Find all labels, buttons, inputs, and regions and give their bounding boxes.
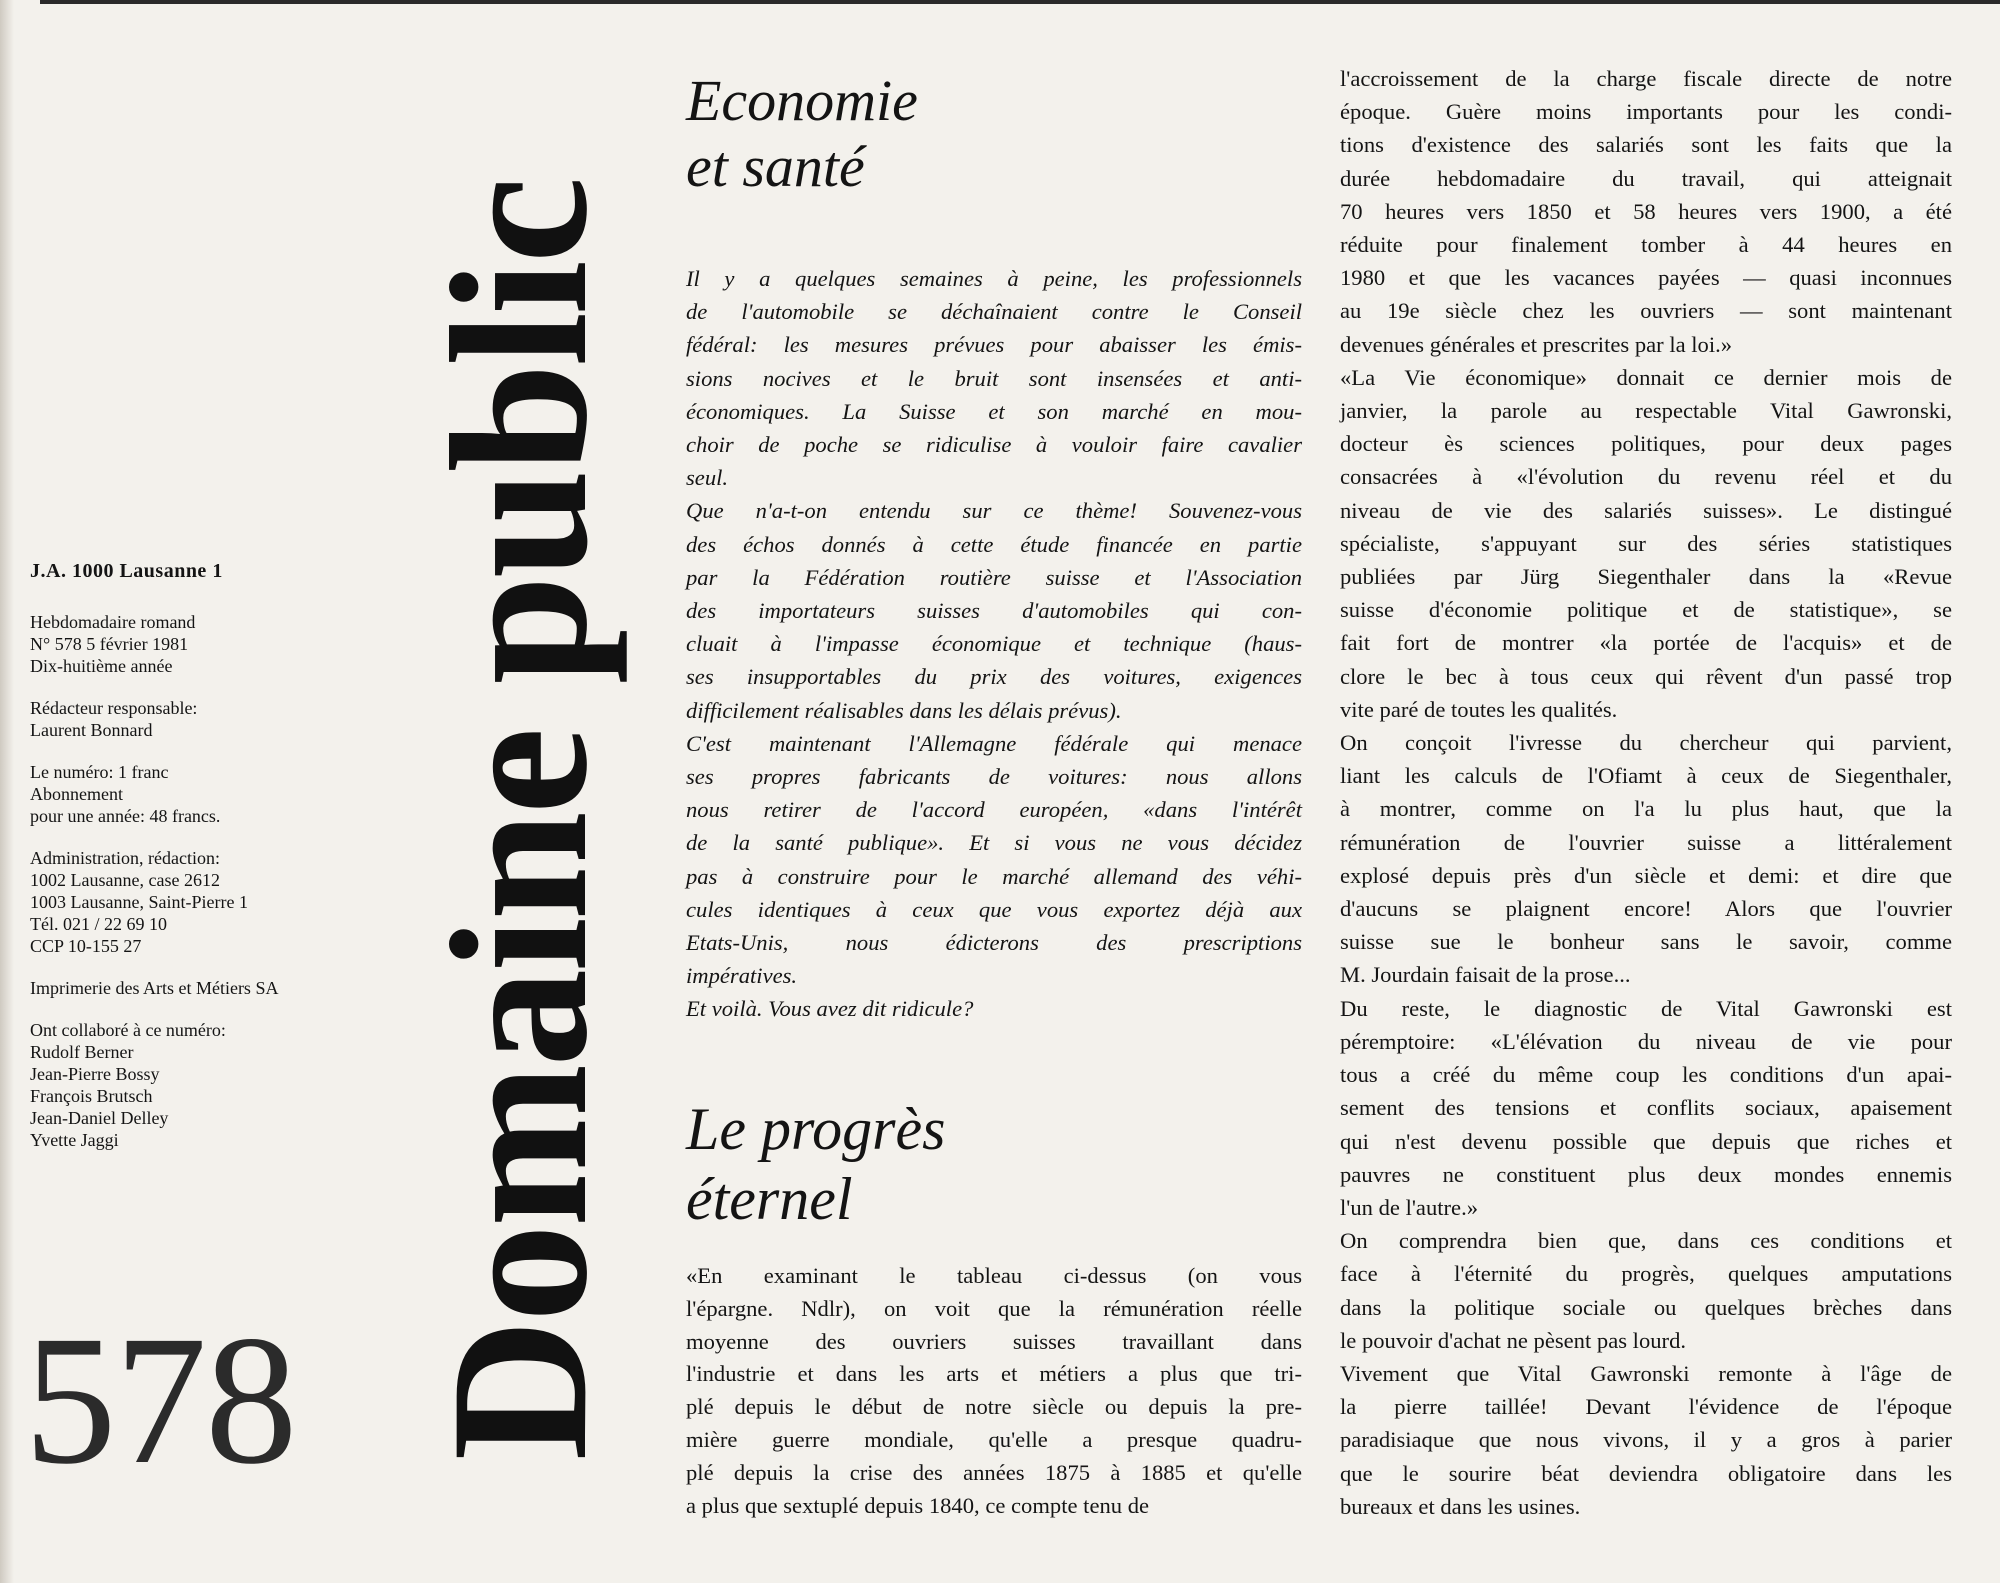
text-line: Et voilà. Vous avez dit ridicule? xyxy=(686,996,974,1022)
text-line: docteur ès sciences politiques, pour deux pages xyxy=(1340,431,1952,457)
text-line: suisse sue le bonheur sans le savoir, comme xyxy=(1340,929,1952,955)
text-line: difficilement réalisables dans les délais prévus). xyxy=(686,697,1122,723)
text-line: vite paré de toutes les qualités. xyxy=(1340,696,1618,722)
text-line: de la santé publique». Et si vous ne vous décidez xyxy=(686,830,1302,856)
text-line: «La Vie économique» donnait ce dernier mois de xyxy=(1340,364,1952,390)
text-line: liant les calculs de l'Ofiamt à ceux de Siegenthaler, xyxy=(1340,763,1952,789)
text-line: péremptoire: «L'élévation du niveau de vie pour xyxy=(1340,1028,1952,1054)
text-line: fédéral: les mesures prévues pour abaisser les émis- xyxy=(686,332,1302,358)
text-line: nous retirer de l'accord européen, «dans l'intérêt xyxy=(686,797,1302,823)
editor-info xyxy=(30,697,360,741)
text-line: Abonnement xyxy=(30,784,123,804)
masthead-title: Domaine public xyxy=(411,179,628,1461)
text-line: rémunération de l'ouvrier suisse a littéralement xyxy=(1340,829,1952,855)
text-line: de l'automobile se déchaînaient contre le Conseil xyxy=(686,299,1302,325)
text-line: la pierre taillée! Devant l'évidence de l'époque xyxy=(1340,1394,1952,1420)
text-line: Economie xyxy=(686,68,918,133)
text-line: explosé depuis près d'un siècle et demi: et dire que xyxy=(1340,862,1952,888)
text-line: que le sourire béat deviendra obligatoire dans les xyxy=(1340,1460,1952,1486)
text-line: a plus que sextuplé depuis 1840, ce compte tenu de xyxy=(686,1492,1150,1518)
text-line: dans la politique sociale ou quelques brèches dans xyxy=(1340,1294,1952,1320)
text-line: M. Jourdain faisait de la prose... xyxy=(1340,962,1631,988)
text-line: clore le bec à tous ceux qui rêvent d'un passé trop xyxy=(1340,663,1952,689)
masthead-title-wrap xyxy=(411,120,628,1520)
text-line: qui n'est devenu possible que depuis que riches et xyxy=(1340,1128,1952,1154)
text-line: Que n'a-t-on entendu sur ce thème! Souvenez-vous xyxy=(686,498,1302,524)
text-line: seul. xyxy=(686,465,729,491)
contributors-info xyxy=(30,1019,360,1151)
text-line: époque. Guère moins importants pour les condi- xyxy=(1340,99,1952,125)
text-line: publiées par Jürg Siegenthaler dans la «Revue xyxy=(1340,564,1952,590)
text-line: l'accroissement de la charge fiscale directe de notre xyxy=(1340,66,1952,91)
text-line: On conçoit l'ivresse du chercheur qui parvient, xyxy=(1340,730,1952,756)
text-line: janvier, la parole au respectable Vital Gawronski, xyxy=(1340,398,1952,424)
text-line: spécialiste, s'appuyant sur des séries statistiques xyxy=(1340,530,1952,556)
article-headline xyxy=(686,1094,945,1234)
masthead-info xyxy=(30,560,360,1171)
text-line: face à l'éternité du progrès, quelques amputations xyxy=(1340,1261,1952,1287)
text-line: éternel xyxy=(686,1166,853,1232)
text-line: Administration, rédaction: xyxy=(30,848,220,868)
text-line: Vivement que Vital Gawronski remonte à l'âge de xyxy=(1340,1360,1952,1386)
text-line: Rudolf Berner xyxy=(30,1042,134,1062)
text-line: plé depuis le début de notre siècle ou depuis la pre- xyxy=(686,1394,1302,1420)
text-line: cules identiques à ceux que vous exportez déjà aux xyxy=(686,896,1302,922)
text-line: Jean-Pierre Bossy xyxy=(30,1064,160,1084)
text-line: tions d'existence des salariés sont les faits que la xyxy=(1340,132,1952,158)
text-line: cluait à l'impasse économique et technique (haus- xyxy=(686,631,1302,657)
text-line: l'un de l'autre.» xyxy=(1340,1194,1479,1220)
text-line: au 19e siècle chez les ouvriers — sont maintenant xyxy=(1340,298,1952,324)
text-line: pas à construire pour le marché allemand des véhi- xyxy=(686,863,1302,889)
text-line: «En examinant le tableau ci-dessus (on vous xyxy=(686,1263,1302,1288)
text-line: économiques. La Suisse et son marché en mou- xyxy=(686,398,1302,424)
text-line: N° 578 5 février 1981 xyxy=(30,634,189,654)
text-line: fait fort de montrer «la portée de l'acquis» et de xyxy=(1340,630,1952,656)
text-line: 1980 et que les vacances payées — quasi inconnues xyxy=(1340,265,1952,291)
text-line: niveau de vie des salariés suisses». Le distingué xyxy=(1340,497,1952,523)
text-line: Yvette Jaggi xyxy=(30,1130,119,1150)
text-line: bureaux et dans les usines. xyxy=(1340,1493,1581,1519)
text-line: d'aucuns se plaignent encore! Alors que l'ouvrier xyxy=(1340,896,1952,922)
text-line: impératives. xyxy=(686,963,798,989)
text-line: Hebdomadaire romand xyxy=(30,612,196,632)
article-economie-sante xyxy=(686,68,1302,1026)
publication-info xyxy=(30,611,360,677)
text-line: 1003 Lausanne, Saint-Pierre 1 xyxy=(30,892,248,912)
price-info xyxy=(30,761,360,827)
top-rule xyxy=(40,0,2000,4)
article-body-continued xyxy=(1340,62,1952,1523)
text-line: Du reste, le diagnostic de Vital Gawronski est xyxy=(1340,995,1952,1021)
text-line: ses propres fabricants de voitures: nous allons xyxy=(686,764,1302,790)
text-line: pauvres ne constituent plus deux mondes ennemis xyxy=(1340,1161,1952,1187)
text-line: Rédacteur responsable: xyxy=(30,698,198,718)
text-line: Il y a quelques semaines à peine, les professionnels xyxy=(686,266,1302,291)
administration-info xyxy=(30,847,360,957)
text-line: François Brutsch xyxy=(30,1086,153,1106)
text-line: l'industrie et dans les arts et métiers a plus que tri- xyxy=(686,1361,1302,1387)
text-line: des importateurs suisses d'automobiles qui con- xyxy=(686,598,1302,624)
text-line: réduite pour finalement tomber à 44 heures en xyxy=(1340,232,1952,258)
text-line: le pouvoir d'achat ne pèsent pas lourd. xyxy=(1340,1327,1687,1353)
text-line: Laurent Bonnard xyxy=(30,720,153,740)
ja-line: J.A. 1000 Lausanne 1 xyxy=(30,560,223,582)
text-line: On comprendra bien que, dans ces conditions et xyxy=(1340,1228,1952,1254)
text-line: paradisiaque que nous vivons, il y a gros à parier xyxy=(1340,1427,1952,1453)
text-line: Imprimerie des Arts et Métiers SA xyxy=(30,978,279,998)
printer-info xyxy=(30,977,360,999)
text-line: des échos donnés à cette étude financée en partie xyxy=(686,531,1302,557)
text-line: Le numéro: 1 franc xyxy=(30,762,169,782)
article-body xyxy=(686,262,1302,1026)
page-edge xyxy=(0,0,14,1583)
text-line: l'épargne. Ndlr), on voit que la rémunération réelle xyxy=(686,1295,1302,1321)
article-body xyxy=(686,1260,1302,1522)
text-line: Dix-huitième année xyxy=(30,656,173,676)
text-line: Etats-Unis, nous édicterons des prescriptions xyxy=(686,930,1302,956)
text-line: durée hebdomadaire du travail, qui atteignait xyxy=(1340,165,1952,191)
text-line: moyenne des ouvriers suisses travaillant dans xyxy=(686,1328,1302,1354)
text-line: suisse d'économie politique et de statistique», se xyxy=(1340,597,1952,623)
text-line: ses insupportables du prix des voitures, exigences xyxy=(686,664,1302,690)
article-headline xyxy=(686,68,1302,200)
text-line: Ont collaboré à ce numéro: xyxy=(30,1020,226,1040)
text-line: 70 heures vers 1850 et 58 heures vers 1900, a été xyxy=(1340,198,1952,224)
text-line: tous a créé du même coup les conditions d'un apai- xyxy=(1340,1062,1952,1088)
text-line: C'est maintenant l'Allemagne fédérale qui menace xyxy=(686,730,1302,756)
text-line: et santé xyxy=(686,134,865,199)
text-line: choir de poche se ridiculise à vouloir faire cavalier xyxy=(686,432,1302,458)
text-line: à montrer, comme on l'a lu plus haut, que la xyxy=(1340,796,1952,822)
issue-number: 578 xyxy=(24,1298,296,1503)
text-line: sions nocives et le bruit sont insensées et anti- xyxy=(686,365,1302,391)
text-line: Le progrès xyxy=(686,1096,946,1162)
text-line: consacrées à «l'évolution du revenu réel et du xyxy=(1340,464,1952,490)
text-line: sement des tensions et conflits sociaux, apaisement xyxy=(1340,1095,1952,1121)
text-line: plé depuis la crise des années 1875 à 1885 et qu'elle xyxy=(686,1459,1302,1485)
article-progres-eternel-header xyxy=(686,1094,945,1234)
text-line: 1002 Lausanne, case 2612 xyxy=(30,870,220,890)
text-line: mière guerre mondiale, qu'elle a presque quadru- xyxy=(686,1426,1302,1452)
text-line: par la Fédération routière suisse et l'Association xyxy=(686,564,1302,590)
text-line: CCP 10-155 27 xyxy=(30,936,142,956)
text-line: Tél. 021 / 22 69 10 xyxy=(30,914,167,934)
text-line: pour une année: 48 francs. xyxy=(30,806,221,826)
text-line: Jean-Daniel Delley xyxy=(30,1108,169,1128)
text-line: devenues générales et prescrites par la loi.» xyxy=(1340,331,1733,357)
